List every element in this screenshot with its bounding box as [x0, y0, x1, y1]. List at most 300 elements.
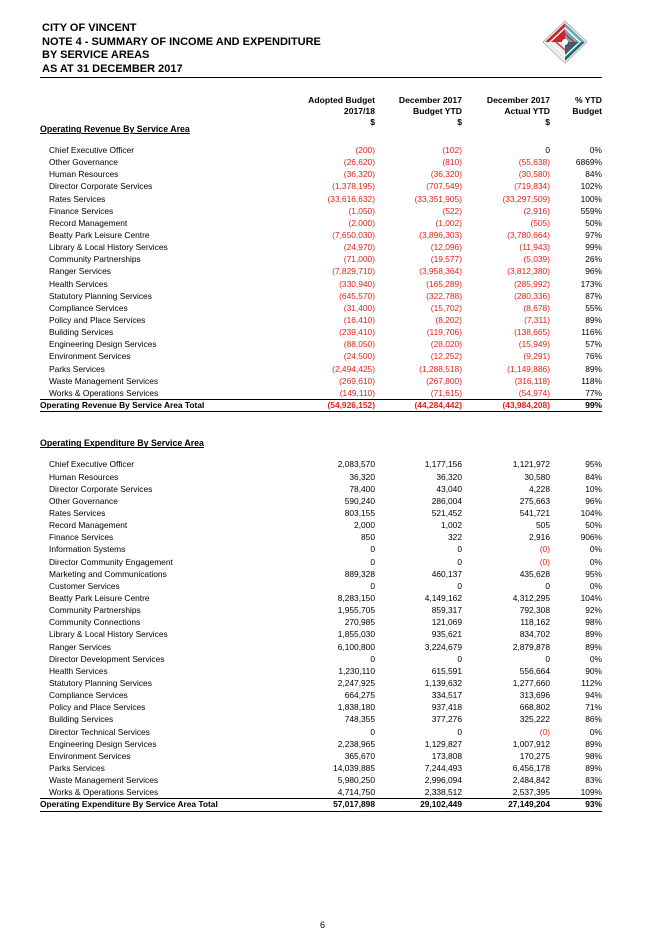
cell-adopted-budget: 1,855,030	[337, 629, 375, 640]
cell-pct-ytd: 89%	[585, 641, 602, 652]
table-row	[40, 387, 602, 399]
cell-pct-ytd: 0%	[589, 145, 602, 155]
row-label: Customer Services	[49, 580, 120, 591]
row-label: Director Community Engagement	[49, 556, 173, 567]
cell-pct-ytd: 86%	[585, 714, 602, 725]
expenditure-section-title: Operating Expenditure By Service Area	[40, 438, 204, 449]
cell-pct-ytd: 89%	[585, 629, 602, 640]
row-label: Library & Local History Services	[49, 242, 168, 253]
row-label: Policy and Place Services	[49, 702, 146, 713]
table-row	[40, 193, 602, 205]
cell-pct-ytd: 26%	[585, 254, 602, 265]
report-header	[42, 22, 562, 76]
cell-budget-ytd: 2,338,512	[424, 787, 462, 798]
cell-actual-ytd: 6,456,178	[512, 762, 550, 773]
cell-actual-ytd: (11,943)	[519, 242, 550, 253]
cell-adopted-budget: (31,400)	[343, 302, 375, 313]
cell-budget-ytd: 521,452	[431, 508, 462, 519]
table-row	[40, 689, 602, 701]
col-pct-ytd-budget: % YTD Budget	[572, 95, 602, 116]
cell-adopted-budget: (33,616,632)	[327, 193, 375, 204]
cell-adopted-budget: 8,283,150	[337, 593, 375, 603]
cell-pct-ytd: 0%	[589, 653, 602, 664]
revenue-total-row	[40, 399, 602, 413]
cell-actual-ytd: 118,162	[520, 617, 550, 628]
cell-adopted-budget: (330,940)	[339, 278, 375, 289]
cell-adopted-budget: (645,570)	[339, 290, 375, 301]
cell-adopted-budget: 6,100,800	[337, 641, 375, 652]
table-row	[40, 604, 602, 616]
cell-budget-ytd: 0	[457, 556, 462, 567]
row-label: Operating Revenue By Service Area Total	[40, 399, 205, 410]
table-row	[40, 458, 602, 470]
cell-budget-ytd: 0	[457, 653, 462, 664]
table-row	[40, 592, 602, 604]
cell-actual-ytd: 1,007,912	[512, 738, 550, 749]
cell-budget-ytd: (267,800)	[426, 375, 462, 386]
cell-pct-ytd: 89%	[585, 314, 602, 325]
table-row	[40, 144, 602, 156]
row-label: Human Resources	[49, 169, 119, 180]
table-row	[40, 556, 602, 568]
cell-actual-ytd: (285,992)	[514, 278, 550, 289]
cell-actual-ytd: 170,275	[519, 750, 550, 761]
row-label: Beatty Park Leisure Centre	[49, 593, 150, 603]
cell-pct-ytd: 112%	[581, 677, 602, 688]
cell-actual-ytd: (0)	[539, 726, 550, 737]
cell-actual-ytd: 1,277,660	[512, 677, 550, 688]
cell-budget-ytd: 460,137	[431, 568, 462, 579]
cell-pct-ytd: 99%	[585, 399, 602, 410]
table-row	[40, 665, 602, 677]
cell-budget-ytd: 7,244,493	[424, 762, 462, 773]
cell-adopted-budget: (7,829,710)	[332, 266, 375, 277]
row-label: Information Systems	[49, 544, 126, 555]
row-label: Operating Expenditure By Service Area Total	[40, 799, 218, 810]
table-row	[40, 302, 602, 314]
expenditure-rows	[40, 458, 602, 798]
cell-actual-ytd: (9,291)	[523, 351, 550, 362]
cell-actual-ytd: 0	[545, 653, 550, 664]
cell-budget-ytd: 1,002	[441, 520, 462, 531]
summary-table	[40, 95, 602, 812]
table-row	[40, 774, 602, 786]
cell-pct-ytd: 96%	[585, 495, 602, 506]
cell-pct-ytd: 6869%	[575, 157, 602, 168]
cell-budget-ytd: 29,102,449	[420, 799, 462, 810]
cell-adopted-budget: (2,000)	[348, 217, 375, 228]
cell-actual-ytd: (15,949)	[518, 339, 550, 350]
row-label: Director Technical Services	[49, 726, 150, 737]
row-label: Community Connections	[49, 617, 141, 628]
cell-adopted-budget: 0	[370, 544, 375, 555]
cell-pct-ytd: 89%	[585, 762, 602, 773]
cell-actual-ytd: (3,780,664)	[507, 229, 550, 240]
cell-budget-ytd: (19,577)	[430, 254, 462, 265]
cell-actual-ytd: 792,308	[519, 605, 550, 616]
table-row	[40, 628, 602, 640]
row-label: Rates Services	[49, 508, 106, 519]
city-of-vincent-logo-icon	[542, 20, 588, 64]
cell-pct-ytd: 104%	[580, 508, 602, 519]
cell-budget-ytd: (36,320)	[430, 169, 462, 180]
row-label: Environment Services	[49, 351, 131, 362]
cell-actual-ytd: 2,484,842	[512, 775, 550, 786]
row-label: Finance Services	[49, 205, 114, 216]
row-label: Community Partnerships	[49, 605, 141, 616]
cell-budget-ytd: (12,252)	[430, 351, 462, 362]
table-row	[40, 531, 602, 543]
cell-pct-ytd: 0%	[589, 580, 602, 591]
cell-pct-ytd: 84%	[585, 471, 602, 482]
table-row	[40, 543, 602, 555]
table-row	[40, 229, 602, 241]
cell-pct-ytd: 100%	[580, 193, 602, 204]
table-row	[40, 326, 602, 338]
table-row	[40, 701, 602, 713]
table-row	[40, 483, 602, 495]
row-label: Statutory Planning Services	[49, 290, 152, 301]
cell-actual-ytd: 834,702	[519, 629, 550, 640]
cell-actual-ytd: (280,336)	[514, 290, 550, 301]
row-label: Marketing and Communications	[49, 568, 167, 579]
cell-budget-ytd: 286,004	[431, 495, 462, 506]
cell-budget-ytd: (810)	[442, 157, 462, 168]
cell-actual-ytd: (719,834)	[514, 181, 550, 192]
col-budget-ytd: December 2017 Budget YTD $	[398, 95, 462, 127]
cell-pct-ytd: 118%	[581, 375, 602, 386]
cell-pct-ytd: 94%	[585, 690, 602, 701]
cell-adopted-budget: 2,000	[354, 520, 375, 531]
col-adopted-budget: Adopted Budget 2017/18 $	[308, 95, 375, 127]
row-label: Beatty Park Leisure Centre	[49, 229, 150, 240]
row-label: Health Services	[49, 278, 108, 289]
row-label: Other Governance	[49, 495, 118, 506]
table-row	[40, 641, 602, 653]
row-label: Finance Services	[49, 532, 114, 543]
page-number: 6	[319, 920, 325, 930]
cell-actual-ytd: (8,678)	[523, 302, 550, 313]
cell-budget-ytd: (707,549)	[426, 181, 462, 192]
cell-pct-ytd: 97%	[585, 229, 602, 240]
cell-actual-ytd: 668,802	[519, 702, 550, 713]
cell-budget-ytd: 1,139,632	[424, 677, 462, 688]
cell-adopted-budget: (1,050)	[348, 205, 375, 216]
cell-adopted-budget: 270,985	[344, 617, 375, 628]
cell-budget-ytd: (119,706)	[426, 327, 462, 338]
cell-adopted-budget: 0	[370, 726, 375, 737]
cell-budget-ytd: 935,621	[431, 629, 462, 640]
cell-budget-ytd: 4,149,162	[424, 593, 462, 603]
table-row	[40, 363, 602, 375]
cell-pct-ytd: 10%	[585, 483, 602, 494]
cell-pct-ytd: 50%	[585, 217, 602, 228]
cell-adopted-budget: (26,620)	[343, 157, 375, 168]
cell-adopted-budget: 78,400	[349, 483, 375, 494]
row-label: Works & Operations Services	[49, 387, 159, 398]
cell-budget-ytd: (165,289)	[426, 278, 462, 289]
cell-adopted-budget: (200)	[355, 145, 375, 155]
cell-budget-ytd: 36,320	[436, 471, 462, 482]
cell-budget-ytd: 1,129,827	[424, 738, 462, 749]
cell-pct-ytd: 104%	[580, 593, 602, 603]
row-label: Engineering Design Services	[49, 738, 157, 749]
cell-pct-ytd: 559%	[580, 205, 602, 216]
table-row	[40, 253, 602, 265]
cell-actual-ytd: (505)	[530, 217, 550, 228]
cell-budget-ytd: (3,896,303)	[419, 229, 462, 240]
cell-budget-ytd: 0	[457, 580, 462, 591]
note-title: NOTE 4 - SUMMARY OF INCOME AND EXPENDITURE	[42, 35, 321, 48]
cell-actual-ytd: (0)	[539, 556, 550, 567]
expenditure-total-row	[40, 798, 602, 812]
cell-adopted-budget: 57,017,898	[333, 799, 375, 810]
row-label: Building Services	[49, 714, 114, 725]
table-row	[40, 616, 602, 628]
table-row	[40, 507, 602, 519]
cell-pct-ytd: 102%	[580, 181, 602, 192]
revenue-rows	[40, 144, 602, 399]
cell-actual-ytd: (2,916)	[523, 205, 550, 216]
table-row	[40, 762, 602, 774]
cell-budget-ytd: (33,351,905)	[414, 193, 462, 204]
cell-adopted-budget: (149,110)	[339, 387, 375, 398]
cell-pct-ytd: 55%	[585, 302, 602, 313]
cell-adopted-budget: 1,230,110	[338, 665, 375, 676]
cell-pct-ytd: 93%	[585, 799, 602, 810]
cell-actual-ytd: (54,974)	[518, 387, 550, 398]
cell-actual-ytd: 0	[545, 580, 550, 591]
cell-pct-ytd: 57%	[585, 339, 602, 350]
cell-adopted-budget: (24,970)	[343, 242, 375, 253]
cell-adopted-budget: 1,955,705	[337, 605, 375, 616]
table-row	[40, 738, 602, 750]
table-row	[40, 471, 602, 483]
cell-actual-ytd: (30,580)	[518, 169, 550, 180]
cell-actual-ytd: 325,222	[519, 714, 550, 725]
row-label: Rates Services	[49, 193, 106, 204]
table-row	[40, 278, 602, 290]
cell-pct-ytd: 89%	[585, 738, 602, 749]
row-label: Compliance Services	[49, 302, 128, 313]
cell-actual-ytd: 4,312,295	[512, 593, 550, 603]
cell-pct-ytd: 76%	[585, 351, 602, 362]
table-row	[40, 750, 602, 762]
row-label: Human Resources	[49, 471, 119, 482]
row-label: Waste Management Services	[49, 775, 159, 786]
cell-adopted-budget: 2,083,570	[337, 459, 375, 470]
table-row	[40, 495, 602, 507]
cell-pct-ytd: 92%	[585, 605, 602, 616]
table-row	[40, 580, 602, 592]
table-row	[40, 265, 602, 277]
table-row	[40, 653, 602, 665]
row-label: Director Corporate Services	[49, 181, 153, 192]
cell-budget-ytd: 3,224,679	[424, 641, 462, 652]
table-row	[40, 568, 602, 580]
report-date: AS AT 31 DECEMBER 2017	[42, 62, 183, 75]
cell-budget-ytd: (3,958,364)	[419, 266, 462, 277]
cell-pct-ytd: 96%	[585, 266, 602, 277]
cell-actual-ytd: 541,721	[519, 508, 550, 519]
cell-budget-ytd: 121,069	[431, 617, 462, 628]
cell-adopted-budget: (36,320)	[343, 169, 375, 180]
row-label: Ranger Services	[49, 266, 111, 277]
cell-adopted-budget: (54,926,152)	[327, 399, 375, 410]
cell-budget-ytd: (322,788)	[426, 290, 462, 301]
revenue-section-title: Operating Revenue By Service Area	[40, 124, 190, 134]
table-row	[40, 350, 602, 362]
cell-budget-ytd: (1,288,518)	[419, 363, 462, 374]
table-row	[40, 168, 602, 180]
cell-adopted-budget: 664,275	[344, 690, 375, 701]
cell-adopted-budget: (2,494,425)	[332, 363, 375, 374]
row-label: Health Services	[49, 665, 108, 676]
cell-budget-ytd: (8,202)	[435, 314, 462, 325]
row-label: Record Management	[49, 217, 128, 228]
cell-actual-ytd: (43,984,208)	[502, 399, 550, 410]
table-row	[40, 241, 602, 253]
cell-adopted-budget: 4,714,750	[337, 787, 375, 798]
table-row	[40, 217, 602, 229]
cell-pct-ytd: 83%	[585, 775, 602, 786]
cell-budget-ytd: 322	[448, 532, 462, 543]
cell-budget-ytd: (12,096)	[430, 242, 462, 253]
row-label: Director Development Services	[49, 653, 165, 664]
row-label: Chief Executive Officer	[49, 459, 135, 470]
cell-pct-ytd: 0%	[589, 726, 602, 737]
header-rule	[40, 77, 602, 78]
row-label: Ranger Services	[49, 641, 111, 652]
cell-adopted-budget: 889,328	[344, 568, 375, 579]
cell-budget-ytd: 2,996,094	[424, 775, 462, 786]
cell-actual-ytd: 30,580	[524, 471, 550, 482]
cell-adopted-budget: 0	[370, 556, 375, 567]
row-label: Record Management	[49, 520, 128, 531]
org-name: CITY OF VINCENT	[42, 22, 137, 34]
cell-budget-ytd: 334,517	[431, 690, 462, 701]
row-label: Waste Management Services	[49, 375, 159, 386]
row-label: Works & Operations Services	[49, 787, 159, 798]
row-label: Compliance Services	[49, 690, 128, 701]
row-label: Building Services	[49, 327, 114, 338]
cell-adopted-budget: 1,838,180	[337, 702, 375, 713]
cell-adopted-budget: (16,410)	[343, 314, 375, 325]
cell-adopted-budget: 748,355	[344, 714, 375, 725]
cell-budget-ytd: 615,591	[431, 665, 462, 676]
table-row	[40, 519, 602, 531]
cell-pct-ytd: 77%	[585, 387, 602, 398]
cell-adopted-budget: 365,670	[344, 750, 375, 761]
cell-adopted-budget: (239,410)	[339, 327, 375, 338]
row-label: Community Partnerships	[49, 254, 141, 265]
cell-actual-ytd: 275,663	[519, 495, 550, 506]
cell-actual-ytd: (3,812,380)	[507, 266, 550, 277]
cell-adopted-budget: 2,238,965	[337, 738, 375, 749]
table-row	[40, 180, 602, 192]
row-label: Engineering Design Services	[49, 339, 157, 350]
cell-actual-ytd: (33,297,509)	[502, 193, 550, 204]
cell-actual-ytd: 0	[545, 145, 550, 155]
cell-budget-ytd: (102)	[442, 145, 462, 155]
cell-actual-ytd: (316,118)	[514, 375, 550, 386]
cell-adopted-budget: 5,980,250	[337, 775, 375, 786]
cell-pct-ytd: 71%	[585, 702, 602, 713]
cell-adopted-budget: 850	[361, 532, 375, 543]
note-subtitle: BY SERVICE AREAS	[42, 49, 150, 61]
table-row	[40, 786, 602, 798]
row-label: Chief Executive Officer	[49, 145, 135, 155]
cell-actual-ytd: 4,228	[529, 483, 550, 494]
cell-pct-ytd: 89%	[585, 363, 602, 374]
row-label: Parks Services	[49, 363, 105, 374]
cell-budget-ytd: (28,020)	[430, 339, 462, 350]
cell-pct-ytd: 95%	[585, 568, 602, 579]
cell-adopted-budget: (7,650,030)	[332, 229, 375, 240]
cell-pct-ytd: 906%	[580, 532, 602, 543]
cell-adopted-budget: 2,247,925	[337, 677, 375, 688]
cell-budget-ytd: 859,317	[431, 605, 462, 616]
cell-adopted-budget: 0	[370, 580, 375, 591]
cell-adopted-budget: (24,500)	[343, 351, 375, 362]
cell-actual-ytd: 505	[536, 520, 550, 531]
cell-actual-ytd: (55,638)	[518, 157, 550, 168]
cell-actual-ytd: 27,149,204	[508, 799, 550, 810]
row-label: Policy and Place Services	[49, 314, 146, 325]
table-row	[40, 726, 602, 738]
col-actual-ytd: December 2017 Actual YTD $	[486, 95, 550, 127]
cell-pct-ytd: 0%	[589, 544, 602, 555]
row-label: Environment Services	[49, 750, 131, 761]
cell-budget-ytd: 43,040	[436, 483, 462, 494]
cell-budget-ytd: 377,276	[431, 714, 462, 725]
cell-actual-ytd: (0)	[539, 544, 550, 555]
cell-actual-ytd: (138,665)	[514, 327, 550, 338]
cell-actual-ytd: 556,664	[519, 665, 550, 676]
cell-adopted-budget: (269,610)	[339, 375, 375, 386]
table-row	[40, 713, 602, 725]
cell-budget-ytd: (44,284,442)	[414, 399, 462, 410]
cell-actual-ytd: 1,121,972	[512, 459, 550, 470]
cell-actual-ytd: (7,311)	[524, 314, 550, 325]
cell-actual-ytd: 2,879,878	[512, 641, 550, 652]
table-row	[40, 677, 602, 689]
cell-pct-ytd: 109%	[580, 787, 602, 798]
cell-adopted-budget: 590,240	[344, 495, 375, 506]
cell-pct-ytd: 90%	[585, 665, 602, 676]
table-row	[40, 314, 602, 326]
cell-pct-ytd: 173%	[580, 278, 602, 289]
table-row	[40, 156, 602, 168]
row-label: Statutory Planning Services	[49, 677, 152, 688]
row-label: Other Governance	[49, 157, 118, 168]
cell-adopted-budget: (71,000)	[343, 254, 375, 265]
cell-adopted-budget: 36,320	[349, 471, 375, 482]
cell-pct-ytd: 0%	[589, 556, 602, 567]
table-row	[40, 290, 602, 302]
cell-adopted-budget: 0	[370, 653, 375, 664]
cell-pct-ytd: 84%	[585, 169, 602, 180]
cell-adopted-budget: (88,050)	[343, 339, 375, 350]
row-label: Parks Services	[49, 762, 105, 773]
row-label: Library & Local History Services	[49, 629, 168, 640]
cell-budget-ytd: 0	[457, 726, 462, 737]
cell-budget-ytd: (15,702)	[430, 302, 462, 313]
cell-actual-ytd: 2,537,395	[512, 787, 550, 798]
cell-actual-ytd: (1,149,886)	[507, 363, 550, 374]
cell-budget-ytd: 937,418	[431, 702, 462, 713]
cell-pct-ytd: 87%	[585, 290, 602, 301]
